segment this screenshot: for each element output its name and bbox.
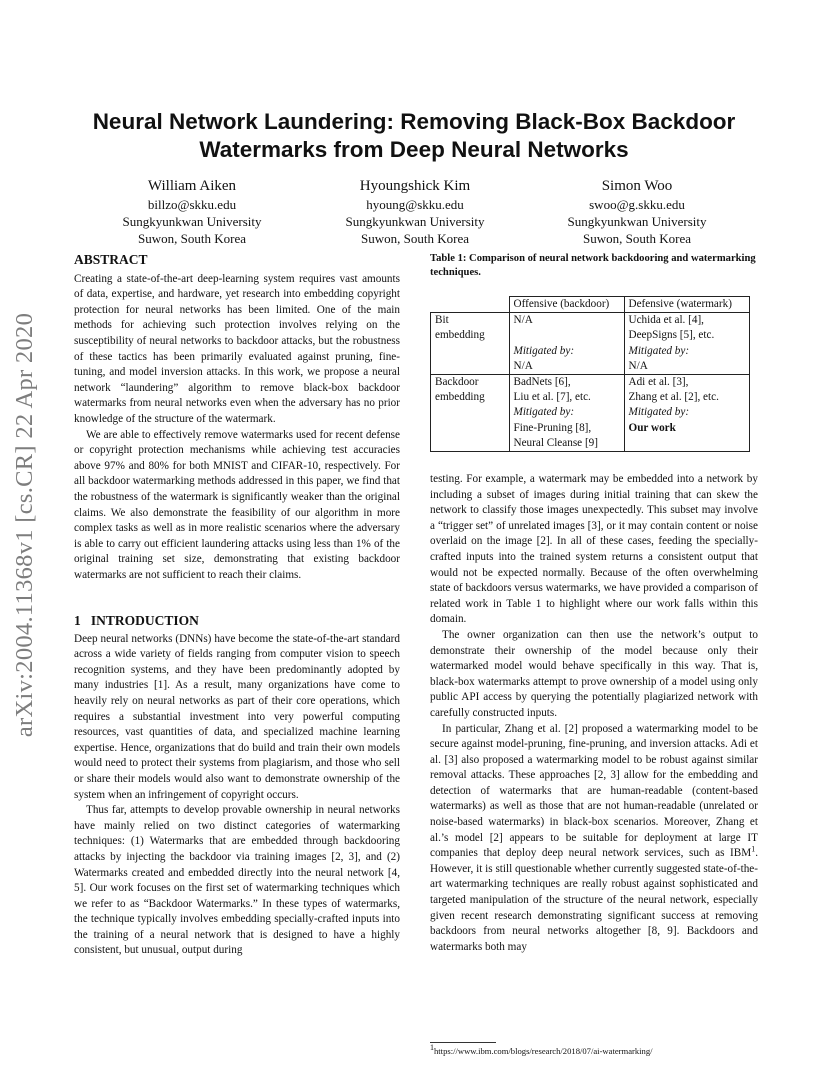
abstract-paragraph-1: Creating a state-of-the-art deep-learning system requires vast amounts of data, expertise, and hardware, yet research into embedding copyright protection for neural networks has been limited. One of the main methods for achieving such protection involves relying on the susceptibility of neural networks to backdoor attacks, but the robustness of these tactics has been primarily evaluated against pruning, fine-tuning, and model inversion attacks. In this work, we propose a neural network “laundering” algorithm to remove black-box backdoor watermarks from neural networks even when the adversary has no prior knowledge of the structure of the watermark. <box>74 272 400 425</box>
cell-line: Liu et al. [7], etc. <box>513 391 591 404</box>
author-block-2 <box>285 177 545 247</box>
author-affiliation: Sungkyunkwan University <box>567 214 707 229</box>
title-line-1: Neural Network Laundering: Removing Black-Box Backdoor <box>92 109 736 134</box>
cell-line: N/A <box>513 314 533 327</box>
arxiv-id-text: arXiv:2004.11368v1 [cs.CR] 22 Apr 2020 <box>11 312 38 738</box>
section-number: 1 <box>74 613 81 628</box>
abstract-heading: ABSTRACT <box>74 252 148 267</box>
body-paragraph: The owner organization can then use the network’s output to demonstrate their ownership of the model because only their watermarked model would behave specifically in this way. That is, black-box watermarks attempt to prove ownership of a model using only public API access by querying the potentially plagiarized network with carefully constructed inputs. <box>430 628 758 719</box>
cell-line: Uchida et al. [4], <box>628 314 704 327</box>
author-email: swoo@g.skku.edu <box>589 197 685 212</box>
body-text: In particular, Zhang et al. [2] proposed a watermarking model to be secure against model-pruning, fine-pruning, and inversion attacks. Adi et al. [3] also proposed a watermarking model to be robust against similar removal attacks. These approaches [2, 3] allow for the embedding and detection of watermarks that are human-readable (content-based watermarks) as well as those that are not human-readable (unrelated or noise-based watermarks) in black-box scenarios. Moreover, Zhang et al.’s model [2] appears to be suitable for deployment at large IT companies that deploy deep neural network services, such as IBM <box>430 722 758 860</box>
row-label-line: embedding <box>435 329 485 342</box>
arxiv-side-label <box>5 280 45 770</box>
cell-line: Mitigated by: <box>513 344 575 357</box>
footnote-number: 1 <box>430 1043 434 1053</box>
cell-line: DeepSigns [5], etc. <box>628 329 715 342</box>
paper-title <box>60 108 768 164</box>
abstract-section <box>74 252 400 583</box>
author-affiliation: Sungkyunkwan University <box>122 214 262 229</box>
row-label-line: Backdoor <box>435 376 479 389</box>
table-row <box>431 375 750 452</box>
right-column-text <box>430 472 758 955</box>
cell-line: Neural Cleanse [9] <box>513 436 598 449</box>
cell-line <box>514 328 620 343</box>
body-text: . However, it is still questionable whether currently suggested state-of-the-art watermarking techniques are really robust against sophisticated and targeted manipulation of the structure of the neural network, especially given recent research demonstrating significant success at removing backdoors from neural networks altogether [8, 9]. Backdoors and watermarks both may <box>430 847 758 953</box>
introduction-section <box>74 613 400 959</box>
title-line-2: Watermarks from Deep Neural Networks <box>199 137 629 162</box>
cell-line: Mitigated by: <box>513 406 575 419</box>
table-cell-offensive <box>509 375 624 452</box>
author-location: Suwon, South Korea <box>361 231 469 246</box>
table-row-label <box>431 375 510 452</box>
intro-paragraph-1: Deep neural networks (DNNs) have become the state-of-the-art standard across a wide variety of fields ranging from computer vision to speech recognition systems, and they have been predominantly adopted by many industries [1]. As a result, many organizations have come to heavily rely on neural networks as part of their core operations, which requires a substantial investment into very powerful computing resources, vast quantities of data, and specialized machine learning expertise. Hence, organizations that do build and train their own models would need to protect their systems from plagiarism, and those who sell or share their models would also want to demonstrate ownership of the system when an infringement of copyright occurs. <box>74 632 400 801</box>
row-label-line: Bit <box>435 314 449 327</box>
table-col-header: Defensive (watermark) <box>624 297 749 313</box>
cell-line: Our work <box>628 421 676 434</box>
cell-line: Mitigated by: <box>628 406 690 419</box>
section-title: INTRODUCTION <box>90 613 199 628</box>
table-row-label <box>431 313 510 375</box>
abstract-paragraph-2: We are able to effectively remove watermarks used for recent defense or copyright protection mechanisms while achieving test accuracies above 97% and 80% for both MNIST and CIFAR-10, respectively. For all backdoor watermarking methods addressed in this paper, we find that the robustness of the watermark is significantly weaker than the original claims. We also demonstrate the feasibility of our algorithm in more complex tasks as well as in more realistic scenarios where the adversary is able to carry out efficient laundering attacks using less than 1% of the original training set size, demonstrating that existing backdoor watermarks are not sufficient to reach their claims. <box>74 428 400 581</box>
author-name: Hyoungshick Kim <box>359 178 471 194</box>
footnote <box>430 1043 760 1057</box>
author-block-1 <box>62 177 322 247</box>
footnote-url[interactable]: https://www.ibm.com/blogs/research/2018/07/ai-watermarking/ <box>434 1046 653 1056</box>
table-cell-defensive <box>624 375 749 452</box>
author-location: Suwon, South Korea <box>138 231 246 246</box>
footnote-rule <box>430 1042 496 1043</box>
table-header-row <box>431 297 750 313</box>
table-col-header: Offensive (backdoor) <box>509 297 624 313</box>
author-email: hyoung@skku.edu <box>366 197 464 212</box>
author-email: billzo@skku.edu <box>147 197 237 212</box>
footnote-marker: 1 <box>751 844 756 854</box>
table-cell-offensive <box>509 313 624 375</box>
author-block-3 <box>507 177 767 247</box>
intro-paragraph-2: Thus far, attempts to develop provable ownership in neural networks have mainly relied on two distinct categories of watermarking techniques: (1) Watermarks that are embedded through backdooring attacks by injecting the backdoor via training images [2, 3], and (2) Watermarks created and embedded directly into the neural network [4, 5]. Our work focuses on the first set of watermarking techniques which we refer to as “Backdoor Watermarks.” In these types of watermarks, the technique typically involves embedding specially-crafted inputs into the training of a neural network that is designed to have a highly consistent, but unusual, output during <box>74 804 400 957</box>
table-cell-defensive <box>624 313 749 375</box>
cell-line: BadNets [6], <box>513 376 571 389</box>
author-name: Simon Woo <box>601 178 673 194</box>
table-row <box>431 313 750 375</box>
cell-line: Fine-Pruning [8], <box>513 421 592 434</box>
author-name: William Aiken <box>147 178 237 194</box>
cell-line: N/A <box>513 359 533 372</box>
author-location: Suwon, South Korea <box>583 231 691 246</box>
table-caption: Table 1: Comparison of neural network backdooring and watermarking techniques. <box>430 253 756 278</box>
row-label-line: embedding <box>435 391 485 404</box>
cell-line: Adi et al. [3], <box>628 376 689 389</box>
table-corner-cell <box>431 297 510 313</box>
cell-line: Mitigated by: <box>628 344 690 357</box>
cell-line: N/A <box>628 359 648 372</box>
body-paragraph: testing. For example, a watermark may be embedded into a network by including a subset of images during initial training that can skew the network to classify those images unexpectedly. This subset may involve a “trigger set” of unrelated images [3], or it may contain content or noise overlaid on the image [2]. In all of these cases, feeding the specially-crafted inputs into the trained system returns a consistent output that would not be expected normally. Because of the often overwhelming state of backdoors versus watermarks, we have provided a comparison of related work in Table 1 to highlight where our work falls within this domain. <box>430 473 758 626</box>
comparison-table <box>430 296 750 452</box>
cell-line: Zhang et al. [2], etc. <box>628 391 719 404</box>
introduction-heading <box>74 613 400 629</box>
body-paragraph <box>430 722 758 956</box>
author-affiliation: Sungkyunkwan University <box>345 214 485 229</box>
